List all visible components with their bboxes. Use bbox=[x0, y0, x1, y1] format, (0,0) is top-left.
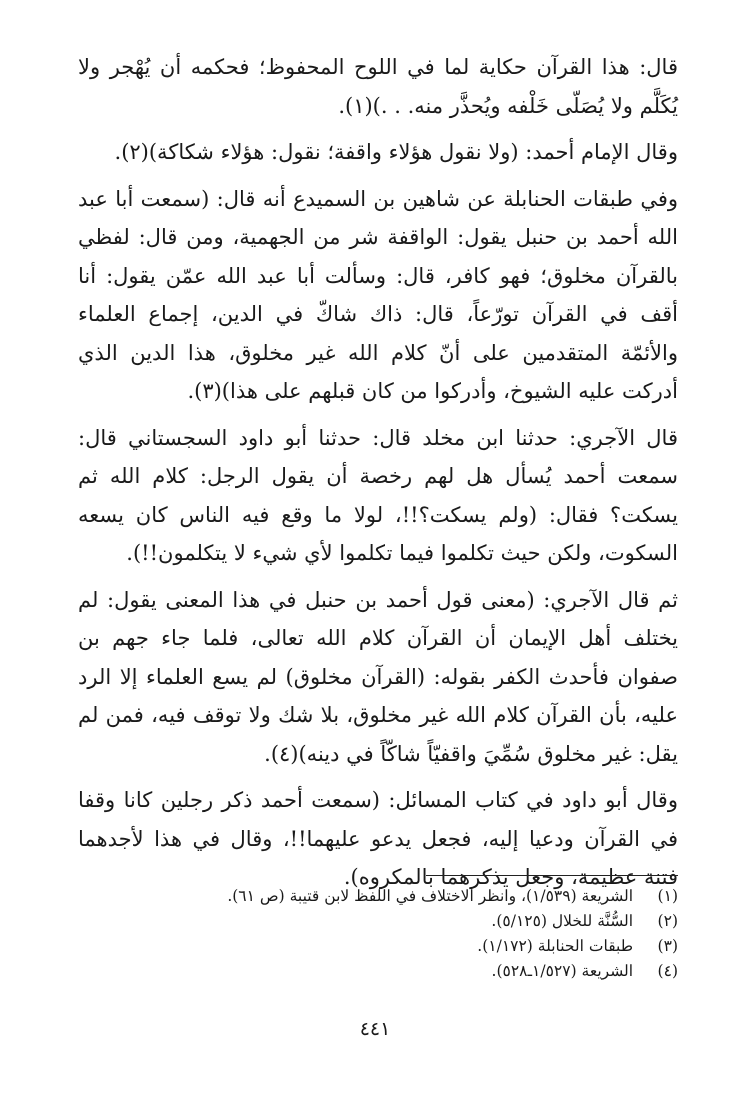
footnote-number: (٢) bbox=[657, 912, 678, 930]
footnotes bbox=[78, 884, 678, 984]
paragraph-6: وقال أبو داود في كتاب المسائل: (سمعت أحمد ذكر رجلين كانا وقفا في القرآن ودعيا إليه، فجعل يدعو عليهما!!، وقال في هذا لأجدهما فتنة عظيمة، وجعل يذكرهما بالمكروه). bbox=[78, 788, 678, 889]
footnote-text: الشريعة (١/٥٣٩)، وانظر الاختلاف في اللفظ لابن قتيبة (ص ٦١). bbox=[227, 887, 634, 905]
footnote-3 bbox=[78, 934, 678, 959]
footnote-4 bbox=[78, 959, 678, 984]
footnote-1 bbox=[78, 884, 678, 909]
footnote-text: طبقات الحنابلة (١/١٧٢). bbox=[477, 937, 634, 955]
footnote-number: (٣) bbox=[657, 937, 678, 955]
footnote-2 bbox=[78, 909, 678, 934]
footnote-number: (١) bbox=[657, 887, 678, 905]
footnote-text: السُّنَّة للخلال (٥/١٢٥). bbox=[491, 912, 634, 930]
page-number: ٤٤١ bbox=[359, 1018, 391, 1040]
paragraph-3: وفي طبقات الحنابلة عن شاهين بن السميدع أنه قال: (سمعت أبا عبد الله أحمد بن حنبل يقول: الواقفة شر من الجهمية، ومن قال: لفظي بالقرآن مخلوق؛ فهو كافر، قال: وسألت أبا عبد الله عمّن يقول: أنا أقف في القرآن تورّعاً، قال: ذاك شاكّ في الدين، إجماع العلماء والأئمّة المتقدمين على أنّ كلام الله غير مخلوق، هذا الدين الذي أدركت عليه الشيوخ، وأدركوا من كان قبلهم على هذا)(٣). bbox=[78, 186, 678, 403]
footnote-text: الشريعة (١/٥٢٧ـ٥٢٨). bbox=[491, 962, 634, 980]
paragraph-4: قال الآجري: حدثنا ابن مخلد قال: حدثنا أبو داود السجستاني قال: سمعت أحمد يُسأل هل لهم رخصة أن يقول الرجل: كلام الله ثم يسكت؟ فقال: (ولم يسكت؟!!، لولا ما وقع فيه الناس كان يسعه السكوت، ولكن حيث تكلموا فيما تكلموا لأي شيء لا يتكلمون!!). bbox=[78, 425, 678, 565]
paragraph-1: قال: هذا القرآن حكاية لما في اللوح المحفوظ؛ فحكمه أن يُهْجر ولا يُكَلَّم ولا يُصَلّى خَلْفه ويُحذَّر منه. . .)(١). bbox=[78, 55, 678, 118]
footnote-number: (٤) bbox=[657, 962, 678, 980]
paragraph-2: وقال الإمام أحمد: (ولا نقول هؤلاء واقفة؛ نقول: هؤلاء شكاكة)(٢). bbox=[114, 140, 678, 164]
paragraph-5: ثم قال الآجري: (معنى قول أحمد بن حنبل في هذا المعنى يقول: لم يختلف أهل الإيمان أن القرآن كلام الله تعالى، فلما جاء جهم بن صفوان فأحدث الكفر بقوله: (القرآن مخلوق) لم يسع العلماء إلا الرد عليه، بأن القرآن كلام الله غير مخلوق، بلا شك ولا توقف فيه، فمن لم يقل: غير مخلوق سُمِّيَ واقفيّاً شاكّاً في دينه)(٤). bbox=[78, 587, 679, 766]
footnote-divider bbox=[426, 875, 678, 876]
